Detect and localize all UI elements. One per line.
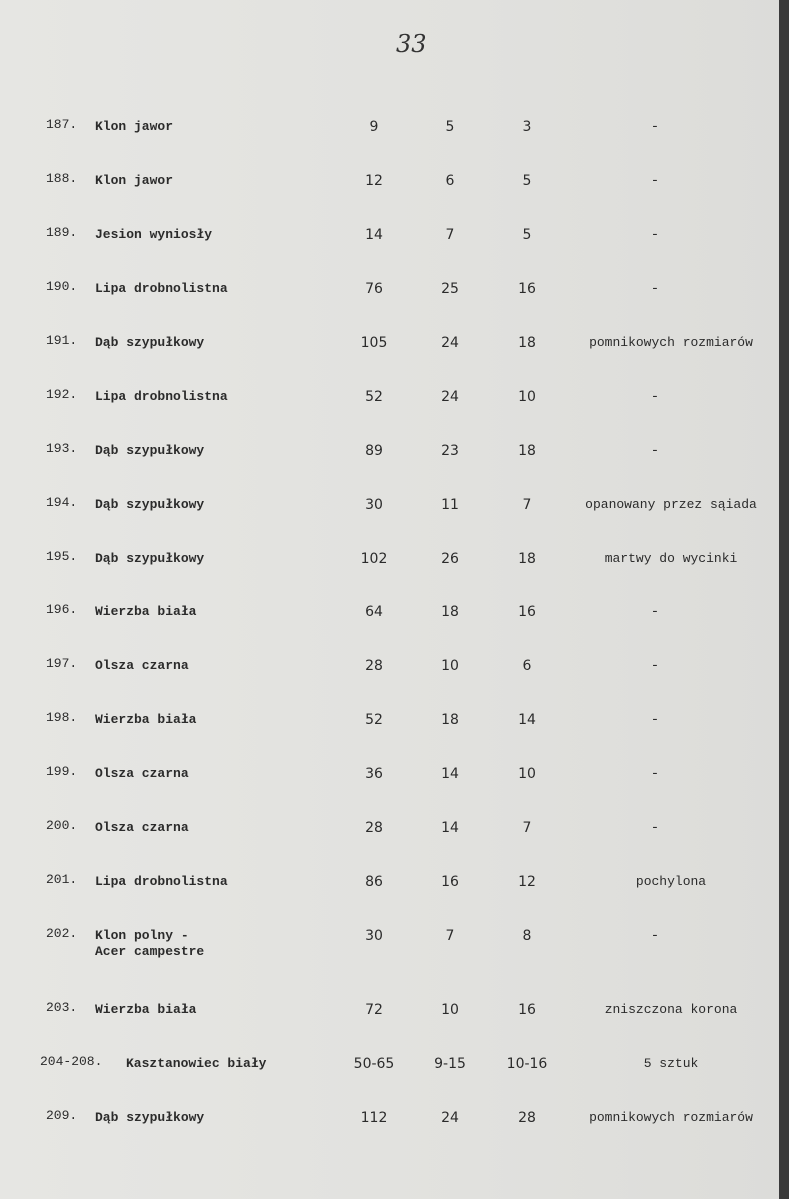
crown-value: 16 [518, 281, 536, 297]
remarks: - [650, 389, 660, 405]
species-name [95, 551, 204, 567]
table-row [0, 225, 789, 265]
table-row [0, 117, 789, 157]
remarks: - [650, 658, 660, 674]
species-name-line: Lipa drobnolistna [95, 389, 228, 404]
trunk-circumference-value: 28 [365, 658, 383, 674]
remarks: - [650, 443, 660, 459]
row-number: 202. [46, 926, 78, 941]
species-name [95, 227, 212, 243]
table-row [0, 333, 789, 373]
remarks: pomnikowych rozmiarów [589, 335, 753, 350]
species-name [95, 497, 204, 513]
height-value: 18 [441, 712, 459, 728]
height-value: 18 [441, 604, 459, 620]
crown-value: 10 [518, 766, 536, 782]
crown-value: 6 [522, 658, 532, 674]
species-name-line: Wierzba biała [95, 1002, 197, 1017]
species-name [95, 119, 173, 135]
species-latin-name: Acer campestre [95, 944, 205, 959]
row-number: 189. [46, 225, 78, 240]
trunk-circumference-value: 9 [369, 119, 379, 135]
species-name [95, 281, 228, 297]
row-number: 188. [46, 171, 78, 186]
trunk-circumference-value: 12 [365, 173, 383, 189]
height-value: 10 [441, 1002, 459, 1018]
row-number: 201. [46, 872, 78, 887]
remarks: - [650, 173, 660, 189]
table-row [0, 656, 789, 696]
table-row [0, 602, 789, 642]
trunk-circumference-value: 28 [365, 820, 383, 836]
remarks: - [650, 820, 660, 836]
remarks: martwy do wycinki [604, 551, 738, 566]
species-name-line: Jesion wyniosły [95, 227, 213, 242]
species-name [95, 1002, 196, 1018]
table-row [0, 171, 789, 211]
row-number: 209. [46, 1108, 78, 1123]
height-value: 11 [441, 497, 459, 513]
remarks: pochylona [635, 874, 707, 889]
row-number: 191. [46, 333, 78, 348]
height-value: 24 [441, 1110, 459, 1126]
height-value: 24 [441, 335, 459, 351]
species-name [95, 712, 196, 728]
crown-value: 3 [522, 119, 532, 135]
species-name-line: Klon polny - [95, 928, 189, 943]
trunk-circumference-value: 72 [365, 1002, 383, 1018]
table-row [0, 1108, 789, 1148]
table-row [0, 549, 789, 589]
row-number: 198. [46, 710, 78, 725]
height-value: 23 [441, 443, 459, 459]
height-value: 7 [445, 928, 455, 944]
row-number: 199. [46, 764, 78, 779]
species-name [95, 874, 228, 890]
species-name [95, 820, 189, 836]
trunk-circumference-value: 50-65 [353, 1056, 395, 1072]
trunk-circumference-value: 30 [365, 497, 383, 513]
remarks: - [650, 766, 660, 782]
table-row [0, 441, 789, 481]
crown-value: 7 [522, 497, 532, 513]
height-value: 14 [441, 820, 459, 836]
row-number: 197. [46, 656, 78, 671]
remarks: - [650, 227, 660, 243]
trunk-circumference-value: 64 [365, 604, 383, 620]
height-value: 10 [441, 658, 459, 674]
species-name-line: Lipa drobnolistna [95, 281, 228, 296]
row-number: 187. [46, 117, 78, 132]
height-value: 5 [445, 119, 455, 135]
species-name [95, 1110, 204, 1126]
species-name [95, 604, 196, 620]
trunk-circumference-value: 86 [365, 874, 383, 890]
row-number: 196. [46, 602, 78, 617]
table-row [0, 387, 789, 427]
table-row [0, 710, 789, 750]
remarks: pomnikowych rozmiarów [589, 1110, 753, 1125]
species-name [95, 389, 228, 405]
table-row [0, 495, 789, 535]
height-value: 6 [445, 173, 455, 189]
species-name-line: Klon jawor [95, 173, 174, 188]
row-number: 200. [46, 818, 78, 833]
remarks: zniszczona korona [604, 1002, 738, 1017]
row-number: 203. [46, 1000, 78, 1015]
species-name-line: Wierzba biała [95, 604, 197, 619]
trunk-circumference-value: 105 [360, 335, 388, 351]
crown-value: 14 [518, 712, 536, 728]
crown-value: 16 [518, 604, 536, 620]
table-row [0, 872, 789, 912]
height-value: 9-15 [434, 1056, 466, 1072]
species-name-line: Kasztanowiec biały [126, 1056, 267, 1071]
trunk-circumference-value: 30 [365, 928, 383, 944]
height-value: 14 [441, 766, 459, 782]
trunk-circumference-value: 36 [365, 766, 383, 782]
table-row [0, 764, 789, 804]
trunk-circumference-value: 14 [365, 227, 383, 243]
species-name-line: Olsza czarna [95, 820, 189, 835]
trunk-circumference-value: 52 [365, 389, 383, 405]
crown-value: 18 [518, 551, 536, 567]
crown-value: 7 [522, 820, 532, 836]
crown-value: 16 [518, 1002, 536, 1018]
species-name-line: Olsza czarna [95, 766, 189, 781]
remarks: - [650, 604, 660, 620]
remarks: - [650, 928, 660, 944]
height-value: 25 [441, 281, 459, 297]
species-name-line: Lipa drobnolistna [95, 874, 228, 889]
row-number: 195. [46, 549, 78, 564]
species-name-line: Dąb szypułkowy [95, 551, 205, 566]
remarks: - [650, 119, 660, 135]
species-name [95, 173, 173, 189]
species-name-line: Dąb szypułkowy [95, 497, 205, 512]
row-number: 193. [46, 441, 78, 456]
table-row [0, 1054, 789, 1094]
trunk-circumference-value: 52 [365, 712, 383, 728]
species-name [95, 443, 204, 459]
species-name [126, 1056, 266, 1072]
table-row [0, 926, 789, 966]
species-name [95, 928, 204, 960]
table-row [0, 818, 789, 858]
trunk-circumference-value: 102 [360, 551, 388, 567]
species-name-line: Wierzba biała [95, 712, 197, 727]
trunk-circumference-value: 76 [365, 281, 383, 297]
crown-value: 10 [518, 389, 536, 405]
row-number: 190. [46, 279, 78, 294]
species-name [95, 658, 189, 674]
height-value: 26 [441, 551, 459, 567]
height-value: 16 [441, 874, 459, 890]
crown-value: 18 [518, 443, 536, 459]
page-number: 33 [396, 30, 427, 58]
height-value: 24 [441, 389, 459, 405]
table-row [0, 1000, 789, 1040]
species-name-line: Dąb szypułkowy [95, 1110, 205, 1125]
trunk-circumference-value: 89 [365, 443, 383, 459]
remarks: 5 sztuk [643, 1056, 699, 1071]
species-name-line: Klon jawor [95, 119, 174, 134]
row-number: 192. [46, 387, 78, 402]
table-row [0, 279, 789, 319]
trunk-circumference-value: 112 [360, 1110, 388, 1126]
species-name [95, 766, 189, 782]
species-name [95, 335, 204, 351]
species-name-line: Dąb szypułkowy [95, 443, 205, 458]
row-number: 204-208. [40, 1054, 103, 1069]
crown-value: 5 [522, 227, 532, 243]
remarks: - [650, 281, 660, 297]
crown-value: 18 [518, 335, 536, 351]
crown-value: 10-16 [506, 1056, 548, 1072]
species-name-line: Olsza czarna [95, 658, 189, 673]
species-name-line: Dąb szypułkowy [95, 335, 205, 350]
remarks: opanowany przez sąiada [585, 497, 757, 512]
remarks: - [650, 712, 660, 728]
height-value: 7 [445, 227, 455, 243]
crown-value: 28 [518, 1110, 536, 1126]
crown-value: 12 [518, 874, 536, 890]
crown-value: 8 [522, 928, 532, 944]
row-number: 194. [46, 495, 78, 510]
crown-value: 5 [522, 173, 532, 189]
